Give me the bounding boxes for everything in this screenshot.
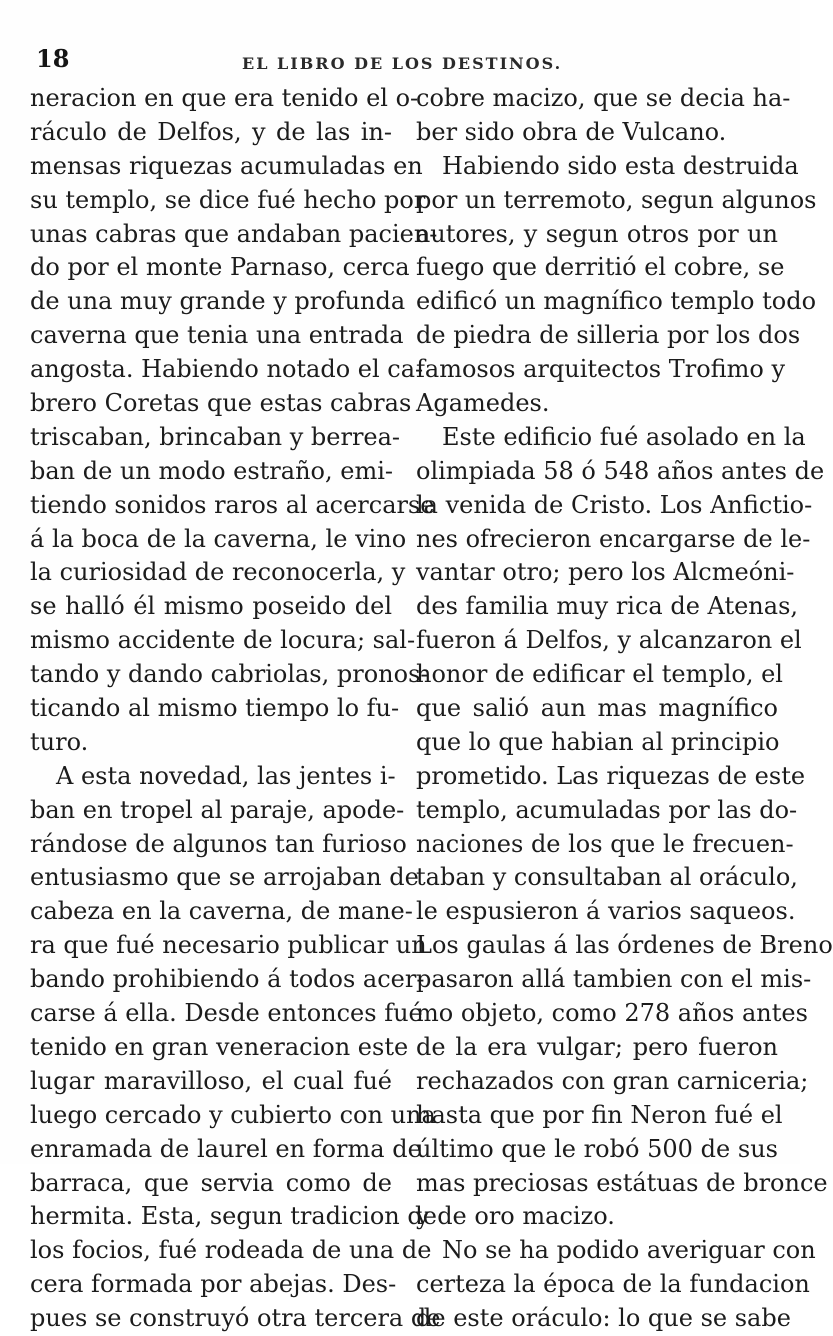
text-line: fueron á Delfos, y alcanzaron el [416,626,802,655]
text-line: olimpiada 58 ó 548 años antes de [416,456,825,485]
text-line: barraca, que servia como de [30,1168,392,1197]
text-line: bando prohibiendo á todos acer- [30,965,425,994]
text-line: rechazados con gran carniceria; [416,1066,809,1095]
text-line: do por el monte Parnaso, cerca [30,253,410,282]
text-line: de este oráculo: lo que se sabe [416,1304,791,1333]
text-line: de piedra de silleria por los dos [416,321,801,350]
text-line: ber sido obra de Vulcano. [416,117,727,146]
text-line: carse á ella. Desde entonces fué [30,999,423,1028]
text-line: cera formada por abejas. Des- [30,1270,397,1299]
left-text-column [30,82,441,1336]
text-line: por un terremoto, segun algunos [416,185,817,214]
running-title: EL LIBRO DE LOS DESTINOS. [242,54,563,73]
text-line: su templo, se dice fué hecho por [30,185,426,214]
text-line: angosta. Habiendo notado el ca- [30,355,424,384]
text-line: que salió aun mas magnífico [416,694,778,723]
text-line: neracion en que era tenido el o- [30,84,419,112]
text-line: entusiasmo que se arrojaban de [30,863,419,892]
text-line: ban en tropel al paraje, apode- [30,795,405,824]
text-line: que lo que habian al principio [416,727,780,756]
text-line: mas preciosas estátuas de bronce [416,1168,828,1197]
text-line: Los gaulas á las órdenes de Breno [416,931,833,960]
text-line: ra que fué necesario publicar un [30,931,427,960]
text-line: ráculo de Delfos, y de las in- [30,117,392,146]
text-line: los focios, fué rodeada de una de [30,1236,432,1265]
text-line: tenido en gran veneracion este [30,1032,409,1061]
text-line: ban de un modo estraño, emi- [30,456,393,485]
text-line: rándose de algunos tan furioso [30,829,407,858]
text-line: certeza la época de la fundacion [416,1270,810,1299]
text-line: Este edificio fué asolado en la [442,422,806,451]
text-line: nes ofrecieron encargarse de le- [416,524,811,553]
text-line: turo. [30,727,89,756]
text-line: taban y consultaban al oráculo, [416,863,798,892]
text-line: des familia muy rica de Atenas, [416,592,799,621]
text-line: pasaron allá tambien con el mis- [416,965,812,994]
text-line: prometido. Las riquezas de este [416,761,806,790]
text-line: último que le robó 500 de sus [416,1134,778,1163]
text-line: luego cercado y cubierto con una [30,1100,436,1129]
page-number: 18 [36,44,70,73]
text-line: y de oro macizo. [416,1202,615,1231]
text-line: naciones de los que le frecuen- [416,829,794,858]
text-line: mensas riquezas acumuladas en [30,151,423,180]
text-line: famosos arquitectos Trofimo y [416,355,786,384]
text-line: Agamedes. [416,389,550,418]
text-line: brero Coretas que estas cabras [30,389,412,418]
text-line: la venida de Cristo. Los Anfictio- [416,490,813,519]
text-line: No se ha podido averiguar con [442,1236,816,1265]
text-line: de una muy grande y profunda [30,287,406,316]
text-line: lugar maravilloso, el cual fué [30,1066,392,1095]
text-line: cobre macizo, que se decia ha- [416,84,791,112]
text-line: autores, y segun otros por un [416,219,778,248]
text-line: de la era vulgar; pero fueron [416,1032,778,1061]
text-line: Habiendo sido esta destruida [442,151,799,180]
text-line: pues se construyó otra tercera de [30,1304,441,1333]
text-line: se halló él mismo poseido del [30,592,392,621]
text-line: hasta que por fin Neron fué el [416,1100,783,1129]
text-line: vantar otro; pero los Alcmeóni- [416,558,795,587]
text-line: caverna que tenia una entrada [30,321,404,350]
text-line: triscaban, brincaban y berrea- [30,422,401,451]
text-line: á la boca de la caverna, le vino [30,524,407,553]
text-line: tando y dando cabriolas, pronos- [30,660,429,689]
text-line: ticando al mismo tiempo lo fu- [30,694,400,723]
text-line: fuego que derritió el cobre, se [416,253,785,282]
text-line: tiendo sonidos raros al acercarse [30,490,435,519]
text-line: honor de edificar el templo, el [416,660,783,689]
text-line: enramada de laurel en forma de [30,1134,422,1163]
text-line: mismo accidente de locura; sal- [30,626,416,655]
text-line: hermita. Esta, segun tradicion de [30,1202,437,1231]
text-line: templo, acumuladas por las do- [416,795,798,824]
text-line: edificó un magnífico templo todo [416,287,817,316]
text-line: cabeza en la caverna, de mane- [30,897,413,926]
text-line: unas cabras que andaban pacien- [30,219,438,248]
text-line: la curiosidad de reconocerla, y [30,558,406,587]
text-line: A esta novedad, las jentes i- [56,761,396,790]
right-text-column [416,82,833,1336]
text-line: mo objeto, como 278 años antes [416,999,808,1028]
text-line: le espusieron á varios saqueos. [416,897,796,926]
